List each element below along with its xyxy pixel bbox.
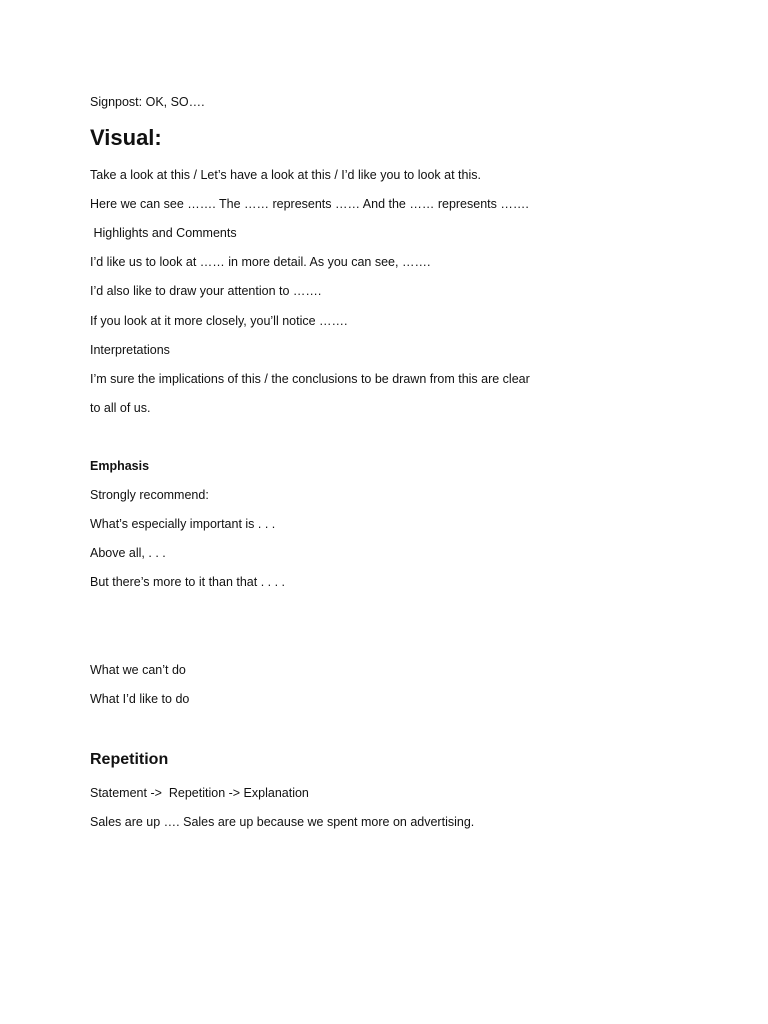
- visual-line-4: I’d like us to look at …… in more detail. As you can see, …….: [90, 255, 431, 269]
- signpost-text: Signpost: OK, SO….: [90, 95, 205, 109]
- subheading-interpretations: Interpretations: [90, 343, 170, 357]
- visual-line-1: Take a look at this / Let’s have a look at this / I’d like you to look at this.: [90, 168, 481, 182]
- like-to-do-text: What I’d like to do: [90, 692, 190, 706]
- emphasis-line-1: Strongly recommend:: [90, 488, 209, 502]
- visual-line-2: Here we can see ……. The …… represents …… And the …… represents …….: [90, 197, 529, 211]
- repetition-line-1: Statement -> Repetition -> Explanation: [90, 786, 309, 800]
- subheading-highlights: Highlights and Comments: [90, 226, 237, 240]
- heading-repetition: Repetition: [90, 751, 169, 768]
- cant-do-text: What we can’t do: [90, 663, 186, 677]
- emphasis-line-3: Above all, . . .: [90, 546, 166, 560]
- visual-line-6: If you look at it more closely, you’ll notice …….: [90, 314, 348, 328]
- emphasis-line-2: What’s especially important is . . .: [90, 517, 276, 531]
- heading-visual: Visual:: [90, 125, 162, 150]
- visual-line-8: I’m sure the implications of this / the conclusions to be drawn from this are clear: [90, 372, 530, 386]
- emphasis-line-4: But there’s more to it than that . . . .: [90, 575, 286, 589]
- visual-line-9: to all of us.: [90, 401, 151, 415]
- heading-emphasis: Emphasis: [90, 459, 150, 473]
- visual-line-5: I’d also like to draw your attention to …….: [90, 284, 322, 298]
- repetition-line-2: Sales are up …. Sales are up because we spent more on advertising.: [90, 815, 475, 829]
